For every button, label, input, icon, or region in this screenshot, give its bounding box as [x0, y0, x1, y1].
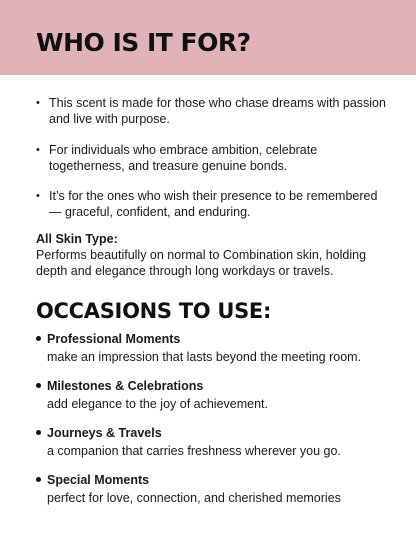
audience-text: This scent is made for those who chase dreams with passion and live with purpose. [49, 96, 386, 126]
list-item [36, 142, 386, 174]
occasion-heading-text: Special Moments [47, 473, 150, 487]
occasion-heading [36, 378, 396, 394]
list-item [36, 95, 386, 127]
bullet-icon [36, 383, 41, 388]
skin-type-text: Performs beautifully on normal to Combination skin, holding depth and elegance through long workdays or travels. [36, 248, 367, 278]
occasion-item [36, 331, 396, 365]
occasion-description: add elegance to the joy of achievement. [47, 397, 268, 411]
bullet-icon [36, 430, 41, 435]
audience-list [36, 95, 386, 235]
occasion-heading [36, 472, 396, 488]
occasion-item [36, 425, 396, 459]
audience-text: It’s for the ones who wish their presence to be remembered — graceful, confident, and enduring. [49, 189, 378, 219]
bullet-icon [36, 477, 41, 482]
bullet-icon: • [36, 143, 40, 156]
occasion-item [36, 378, 396, 412]
audience-text: For individuals who embrace ambition, celebrate togetherness, and treasure genuine bonds. [49, 142, 318, 173]
page-title: WHO IS IT FOR? [36, 28, 251, 57]
occasion-heading-text: Journeys & Travels [47, 426, 162, 440]
occasion-description: make an impression that lasts beyond the meeting room. [47, 350, 362, 364]
bullet-icon: • [36, 97, 40, 109]
occasion-item [36, 472, 396, 506]
occasions-title: OCCASIONS TO USE: [36, 299, 272, 323]
occasion-heading [36, 331, 396, 347]
bullet-icon [36, 336, 41, 341]
occasion-heading-text: Milestones & Celebrations [47, 379, 204, 393]
skin-type-label: All Skin Type: [36, 232, 118, 246]
occasion-description: a companion that carries freshness wherever you go. [47, 444, 341, 458]
list-item [36, 188, 386, 220]
occasions-list [36, 331, 396, 519]
occasion-description: perfect for love, connection, and cherished memories [47, 491, 341, 505]
skin-type-section [36, 231, 392, 279]
bullet-icon: • [36, 190, 40, 202]
occasion-heading-text: Professional Moments [47, 332, 181, 346]
occasion-heading [36, 425, 396, 441]
